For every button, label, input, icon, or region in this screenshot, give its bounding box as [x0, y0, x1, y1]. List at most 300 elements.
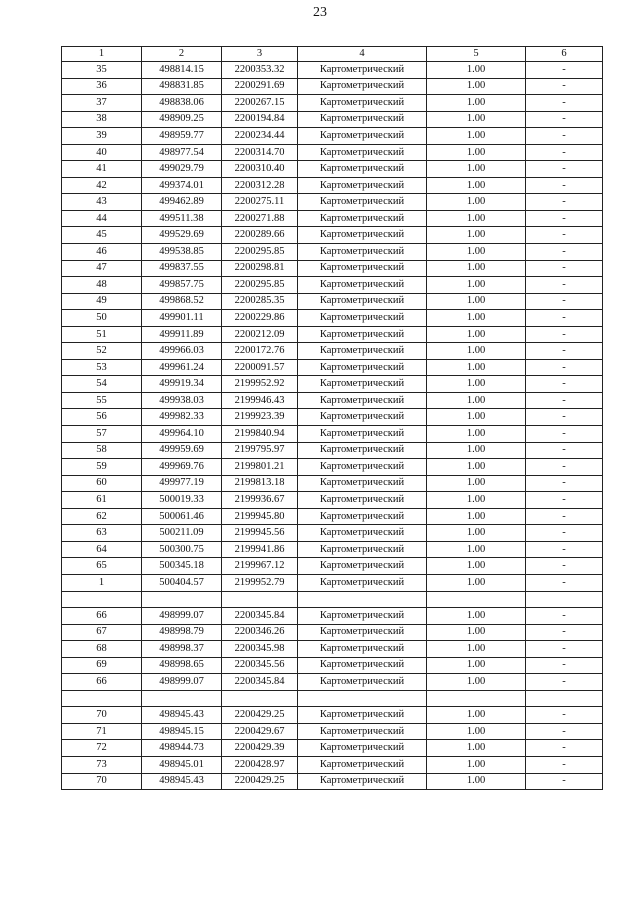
- table-cell-col-2: 499857.75: [142, 277, 222, 294]
- table-cell-col-2: 498944.73: [142, 740, 222, 757]
- table-cell-col-1: 70: [62, 773, 142, 790]
- table-cell-col-1: 51: [62, 326, 142, 343]
- table-cell-col-5: 1.00: [427, 260, 526, 277]
- table-cell-col-4: Картометрический: [298, 707, 427, 724]
- table-cell-col-2: 499911.89: [142, 326, 222, 343]
- table-cell-col-3: 2199936.67: [222, 492, 298, 509]
- table-cell-col-2: 498945.43: [142, 707, 222, 724]
- table-row: [62, 128, 603, 145]
- header-cell-col-5: 5: [427, 47, 526, 62]
- table-row: [62, 723, 603, 740]
- table-cell-col-1: 42: [62, 177, 142, 194]
- table-cell-col-2: 500300.75: [142, 541, 222, 558]
- table-cell-col-2: 498999.07: [142, 674, 222, 691]
- table-cell-col-2: 498909.25: [142, 111, 222, 128]
- table-cell-col-3: 2200172.76: [222, 343, 298, 360]
- table-cell-col-4: Картометрический: [298, 277, 427, 294]
- table-cell-col-5: 1.00: [427, 161, 526, 178]
- table-row: [62, 608, 603, 625]
- table-cell-col-4: Картометрический: [298, 343, 427, 360]
- table-row: [62, 78, 603, 95]
- table-cell-col-3: 2200194.84: [222, 111, 298, 128]
- table-cell-col-5: 1.00: [427, 111, 526, 128]
- table-cell-col-1: 43: [62, 194, 142, 211]
- table-cell-col-1: 58: [62, 442, 142, 459]
- table-cell-col-1: 66: [62, 608, 142, 625]
- table-cell-col-1: 54: [62, 376, 142, 393]
- table-cell-col-5: 1.00: [427, 392, 526, 409]
- table-cell-col-6: -: [526, 210, 603, 227]
- table-cell-col-6: -: [526, 459, 603, 476]
- table-cell-col-1: 62: [62, 508, 142, 525]
- table-cell-col-4: Картометрический: [298, 442, 427, 459]
- table-cell-col-5: 1.00: [427, 144, 526, 161]
- table-row: [62, 707, 603, 724]
- table-cell-col-5: 1.00: [427, 707, 526, 724]
- table-cell-col-6: -: [526, 409, 603, 426]
- table-cell-col-6: -: [526, 359, 603, 376]
- table-cell-col-5: 1.00: [427, 359, 526, 376]
- table-cell-col-1: 39: [62, 128, 142, 145]
- table-cell-col-3: 2200353.32: [222, 62, 298, 79]
- table-cell-col-2: 499977.19: [142, 475, 222, 492]
- table-cell-col-1: 70: [62, 707, 142, 724]
- table-cell-col-2: 499374.01: [142, 177, 222, 194]
- table-cell-col-4: Картометрический: [298, 376, 427, 393]
- table-row: [62, 210, 603, 227]
- table-cell-col-4: Картометрический: [298, 641, 427, 658]
- table-cell-col-2: [142, 591, 222, 608]
- table-cell-col-5: 1.00: [427, 657, 526, 674]
- table-cell-col-1: 50: [62, 310, 142, 327]
- table-row: [62, 574, 603, 591]
- table-cell-col-4: Картометрический: [298, 558, 427, 575]
- table-cell-col-3: 2200295.85: [222, 277, 298, 294]
- table-row: [62, 492, 603, 509]
- table-cell-col-4: Картометрический: [298, 95, 427, 112]
- table-cell-col-5: 1.00: [427, 624, 526, 641]
- table-cell-col-2: 499538.85: [142, 244, 222, 261]
- table-row: [62, 459, 603, 476]
- table-cell-col-2: 499969.76: [142, 459, 222, 476]
- table-cell-col-4: Картометрический: [298, 608, 427, 625]
- table-cell-col-4: [298, 591, 427, 608]
- table-cell-col-2: 498945.15: [142, 723, 222, 740]
- table-cell-col-6: -: [526, 244, 603, 261]
- table-cell-col-1: 69: [62, 657, 142, 674]
- table-cell-col-3: 2200314.70: [222, 144, 298, 161]
- table-cell-col-3: 2200345.98: [222, 641, 298, 658]
- table-cell-col-3: 2200345.84: [222, 608, 298, 625]
- table-cell-col-4: Картометрический: [298, 723, 427, 740]
- table-cell-col-1: 40: [62, 144, 142, 161]
- table-row: [62, 558, 603, 575]
- table-cell-col-4: Картометрический: [298, 409, 427, 426]
- table-cell-col-5: 1.00: [427, 574, 526, 591]
- table-cell-col-1: 71: [62, 723, 142, 740]
- table-cell-col-1: 66: [62, 674, 142, 691]
- table-cell-col-1: 59: [62, 459, 142, 476]
- table-row: [62, 624, 603, 641]
- table-cell-col-5: 1.00: [427, 326, 526, 343]
- table-cell-col-6: -: [526, 442, 603, 459]
- table-cell-col-2: 500061.46: [142, 508, 222, 525]
- table-cell-col-3: 2200267.15: [222, 95, 298, 112]
- table-cell-col-3: 2199840.94: [222, 426, 298, 443]
- table-cell-col-1: 68: [62, 641, 142, 658]
- table-cell-col-5: [427, 690, 526, 707]
- table-cell-col-3: 2200429.67: [222, 723, 298, 740]
- table-cell-col-4: Картометрический: [298, 657, 427, 674]
- table-row: [62, 62, 603, 79]
- table-cell-col-5: 1.00: [427, 95, 526, 112]
- table-cell-col-2: 498999.07: [142, 608, 222, 625]
- table-cell-col-1: 63: [62, 525, 142, 542]
- table-cell-col-6: -: [526, 508, 603, 525]
- table-cell-col-5: 1.00: [427, 62, 526, 79]
- table-cell-col-3: 2199952.79: [222, 574, 298, 591]
- table-cell-col-5: 1.00: [427, 459, 526, 476]
- table-row: [62, 541, 603, 558]
- table-cell-col-4: Картометрический: [298, 293, 427, 310]
- header-cell-col-1: 1: [62, 47, 142, 62]
- table-cell-col-5: 1.00: [427, 558, 526, 575]
- table-cell-col-3: 2200295.85: [222, 244, 298, 261]
- table-cell-col-1: 65: [62, 558, 142, 575]
- table-cell-col-6: -: [526, 608, 603, 625]
- table-cell-col-6: -: [526, 161, 603, 178]
- table-cell-col-5: 1.00: [427, 78, 526, 95]
- table-cell-col-5: 1.00: [427, 723, 526, 740]
- coordinates-table: [61, 46, 603, 790]
- table-cell-col-1: 57: [62, 426, 142, 443]
- table-cell-col-3: 2200229.86: [222, 310, 298, 327]
- table-row: [62, 508, 603, 525]
- table-cell-col-5: 1.00: [427, 277, 526, 294]
- table-cell-col-1: [62, 591, 142, 608]
- table-cell-col-1: 37: [62, 95, 142, 112]
- table-cell-col-4: Картометрический: [298, 62, 427, 79]
- header-cell-col-6: 6: [526, 47, 603, 62]
- table-row: [62, 343, 603, 360]
- table-cell-col-4: Картометрический: [298, 326, 427, 343]
- table-cell-col-4: Картометрический: [298, 574, 427, 591]
- table-cell-col-5: 1.00: [427, 244, 526, 261]
- table-cell-col-2: 499966.03: [142, 343, 222, 360]
- table-cell-col-5: 1.00: [427, 210, 526, 227]
- table-cell-col-2: 498998.79: [142, 624, 222, 641]
- table-row: [62, 277, 603, 294]
- table-cell-col-6: [526, 690, 603, 707]
- table-cell-col-6: -: [526, 624, 603, 641]
- table-cell-col-4: [298, 690, 427, 707]
- table-cell-col-6: -: [526, 293, 603, 310]
- table-cell-col-1: 48: [62, 277, 142, 294]
- table-cell-col-5: 1.00: [427, 177, 526, 194]
- header-cell-col-2: 2: [142, 47, 222, 62]
- table-cell-col-5: 1.00: [427, 492, 526, 509]
- table-row: [62, 359, 603, 376]
- header-cell-col-4: 4: [298, 47, 427, 62]
- header-cell-col-3: 3: [222, 47, 298, 62]
- table-cell-col-5: 1.00: [427, 128, 526, 145]
- table-cell-col-2: 498998.65: [142, 657, 222, 674]
- table-row: [62, 641, 603, 658]
- table-cell-col-6: -: [526, 641, 603, 658]
- table-cell-col-2: 498959.77: [142, 128, 222, 145]
- table-row: [62, 442, 603, 459]
- table-cell-col-2: 499982.33: [142, 409, 222, 426]
- table-cell-col-4: Картометрический: [298, 740, 427, 757]
- table-cell-col-1: 72: [62, 740, 142, 757]
- table-cell-col-4: Картометрический: [298, 310, 427, 327]
- table-cell-col-3: 2199801.21: [222, 459, 298, 476]
- table-cell-col-3: 2199923.39: [222, 409, 298, 426]
- table-cell-col-3: 2200091.57: [222, 359, 298, 376]
- table-cell-col-3: 2199952.92: [222, 376, 298, 393]
- table-cell-col-6: -: [526, 657, 603, 674]
- table-cell-col-3: 2200345.84: [222, 674, 298, 691]
- table-cell-col-4: Картометрический: [298, 392, 427, 409]
- table-cell-col-1: 67: [62, 624, 142, 641]
- table-cell-col-2: 499961.24: [142, 359, 222, 376]
- table-cell-col-6: -: [526, 492, 603, 509]
- table-cell-col-6: -: [526, 475, 603, 492]
- table-cell-col-5: 1.00: [427, 475, 526, 492]
- table-cell-col-3: 2200275.11: [222, 194, 298, 211]
- table-cell-col-2: 499901.11: [142, 310, 222, 327]
- table-row: [62, 657, 603, 674]
- table-cell-col-2: 499964.10: [142, 426, 222, 443]
- table-cell-col-6: -: [526, 525, 603, 542]
- table-cell-col-6: -: [526, 674, 603, 691]
- table-cell-col-1: 64: [62, 541, 142, 558]
- table-cell-col-5: 1.00: [427, 227, 526, 244]
- table-cell-col-6: -: [526, 277, 603, 294]
- table-cell-col-4: Картометрический: [298, 541, 427, 558]
- table-cell-col-5: [427, 591, 526, 608]
- table-cell-col-6: -: [526, 723, 603, 740]
- table-cell-col-6: -: [526, 144, 603, 161]
- table-row: [62, 409, 603, 426]
- table-cell-col-4: Картометрический: [298, 144, 427, 161]
- table-cell-col-4: Картометрический: [298, 674, 427, 691]
- table-cell-col-6: -: [526, 740, 603, 757]
- table-row: [62, 310, 603, 327]
- table-cell-col-5: 1.00: [427, 740, 526, 757]
- table-cell-col-3: 2200345.56: [222, 657, 298, 674]
- table-cell-col-5: 1.00: [427, 409, 526, 426]
- table-cell-col-4: Картометрический: [298, 210, 427, 227]
- table-cell-col-2: 499868.52: [142, 293, 222, 310]
- table-cell-col-4: Картометрический: [298, 111, 427, 128]
- table-cell-col-3: 2200429.39: [222, 740, 298, 757]
- table-cell-col-4: Картометрический: [298, 459, 427, 476]
- table-cell-col-3: 2199795.97: [222, 442, 298, 459]
- table-cell-col-4: Картометрический: [298, 128, 427, 145]
- table-cell-col-1: 61: [62, 492, 142, 509]
- table-cell-col-2: 498814.15: [142, 62, 222, 79]
- table-row: [62, 376, 603, 393]
- table-cell-col-2: 499529.69: [142, 227, 222, 244]
- table-cell-col-3: 2200429.25: [222, 773, 298, 790]
- table-cell-col-3: 2200312.28: [222, 177, 298, 194]
- table-cell-col-4: Картометрический: [298, 177, 427, 194]
- table-cell-col-3: 2200291.69: [222, 78, 298, 95]
- table-cell-col-3: 2200212.09: [222, 326, 298, 343]
- table-cell-col-4: Картометрический: [298, 492, 427, 509]
- table-cell-col-5: 1.00: [427, 310, 526, 327]
- table-cell-col-2: 499029.79: [142, 161, 222, 178]
- table-cell-col-6: -: [526, 111, 603, 128]
- table-cell-col-2: 499511.38: [142, 210, 222, 227]
- table-cell-col-1: 46: [62, 244, 142, 261]
- table-cell-col-6: -: [526, 128, 603, 145]
- table-cell-col-5: 1.00: [427, 525, 526, 542]
- table-row: [62, 293, 603, 310]
- table-cell-col-6: -: [526, 227, 603, 244]
- table-cell-col-4: Картометрический: [298, 260, 427, 277]
- table-cell-col-6: -: [526, 260, 603, 277]
- table-cell-col-3: 2200298.81: [222, 260, 298, 277]
- table-cell-col-4: Картометрический: [298, 78, 427, 95]
- table-cell-col-4: Картометрический: [298, 624, 427, 641]
- table-cell-col-6: -: [526, 707, 603, 724]
- table-cell-col-5: 1.00: [427, 442, 526, 459]
- table-cell-col-6: -: [526, 541, 603, 558]
- table-cell-col-4: Картометрический: [298, 773, 427, 790]
- table-cell-col-2: 499919.34: [142, 376, 222, 393]
- table-row: [62, 194, 603, 211]
- table-cell-col-1: 55: [62, 392, 142, 409]
- table-cell-col-2: 498945.43: [142, 773, 222, 790]
- table-row: [62, 227, 603, 244]
- table-row: [62, 525, 603, 542]
- table-cell-col-5: 1.00: [427, 194, 526, 211]
- table-cell-col-6: -: [526, 62, 603, 79]
- table-cell-col-1: 56: [62, 409, 142, 426]
- table-cell-col-1: 38: [62, 111, 142, 128]
- table-cell-col-4: Картометрический: [298, 756, 427, 773]
- table-cell-col-4: Картометрический: [298, 161, 427, 178]
- table-cell-col-5: 1.00: [427, 608, 526, 625]
- table-row: [62, 740, 603, 757]
- table-cell-col-6: -: [526, 558, 603, 575]
- table-row: [62, 260, 603, 277]
- table-cell-col-3: 2199941.86: [222, 541, 298, 558]
- table-row: [62, 773, 603, 790]
- table-cell-col-3: 2200285.35: [222, 293, 298, 310]
- table-body: [62, 47, 603, 790]
- table-cell-col-6: -: [526, 756, 603, 773]
- table-cell-col-3: 2199945.80: [222, 508, 298, 525]
- table-cell-col-3: 2199945.56: [222, 525, 298, 542]
- table-cell-col-5: 1.00: [427, 376, 526, 393]
- table-cell-col-4: Картометрический: [298, 508, 427, 525]
- table-cell-col-4: Картометрический: [298, 525, 427, 542]
- table-cell-col-1: 73: [62, 756, 142, 773]
- table-cell-col-1: 1: [62, 574, 142, 591]
- table-cell-col-1: 44: [62, 210, 142, 227]
- table-row: [62, 326, 603, 343]
- table-separator-row: [62, 591, 603, 608]
- table-cell-col-6: -: [526, 78, 603, 95]
- table-row: [62, 177, 603, 194]
- table-cell-col-1: 47: [62, 260, 142, 277]
- table-row: [62, 426, 603, 443]
- table-cell-col-6: [526, 591, 603, 608]
- table-row: [62, 111, 603, 128]
- table-cell-col-6: -: [526, 326, 603, 343]
- table-cell-col-5: 1.00: [427, 293, 526, 310]
- page-number: 23: [313, 5, 327, 20]
- table-cell-col-6: -: [526, 343, 603, 360]
- table-cell-col-2: 500019.33: [142, 492, 222, 509]
- table-cell-col-1: 49: [62, 293, 142, 310]
- table-cell-col-3: 2200289.66: [222, 227, 298, 244]
- table-cell-col-6: -: [526, 376, 603, 393]
- table-cell-col-5: 1.00: [427, 674, 526, 691]
- table-cell-col-6: -: [526, 177, 603, 194]
- table-cell-col-2: 499837.55: [142, 260, 222, 277]
- table-cell-col-2: 499938.03: [142, 392, 222, 409]
- table-cell-col-4: Картометрический: [298, 475, 427, 492]
- table-cell-col-1: 41: [62, 161, 142, 178]
- table-cell-col-2: [142, 690, 222, 707]
- table-cell-col-2: 500345.18: [142, 558, 222, 575]
- table-cell-col-5: 1.00: [427, 756, 526, 773]
- table-cell-col-4: Картометрический: [298, 426, 427, 443]
- table-row: [62, 674, 603, 691]
- table-cell-col-6: -: [526, 392, 603, 409]
- table-cell-col-4: Картометрический: [298, 244, 427, 261]
- table-row: [62, 144, 603, 161]
- table-cell-col-6: -: [526, 194, 603, 211]
- table-cell-col-6: -: [526, 574, 603, 591]
- table-cell-col-1: [62, 690, 142, 707]
- table-cell-col-4: Картометрический: [298, 227, 427, 244]
- table-cell-col-1: 60: [62, 475, 142, 492]
- table-row: [62, 95, 603, 112]
- table-cell-col-4: Картометрический: [298, 359, 427, 376]
- table-header-row: [62, 47, 603, 62]
- table-row: [62, 392, 603, 409]
- table-cell-col-2: 498831.85: [142, 78, 222, 95]
- table-cell-col-3: 2200271.88: [222, 210, 298, 227]
- table-cell-col-6: -: [526, 95, 603, 112]
- table-cell-col-5: 1.00: [427, 541, 526, 558]
- table-cell-col-6: -: [526, 773, 603, 790]
- table-cell-col-3: 2199967.12: [222, 558, 298, 575]
- table-cell-col-3: 2199813.18: [222, 475, 298, 492]
- table-cell-col-4: Картометрический: [298, 194, 427, 211]
- table-cell-col-5: 1.00: [427, 426, 526, 443]
- table-cell-col-1: 35: [62, 62, 142, 79]
- table-cell-col-2: 498998.37: [142, 641, 222, 658]
- table-cell-col-1: 52: [62, 343, 142, 360]
- table-cell-col-3: 2199946.43: [222, 392, 298, 409]
- table-cell-col-2: 500211.09: [142, 525, 222, 542]
- table-cell-col-2: 498945.01: [142, 756, 222, 773]
- table-cell-col-6: -: [526, 310, 603, 327]
- table-cell-col-3: 2200346.26: [222, 624, 298, 641]
- table-cell-col-6: -: [526, 426, 603, 443]
- table-cell-col-5: 1.00: [427, 773, 526, 790]
- table-cell-col-3: 2200234.44: [222, 128, 298, 145]
- table-cell-col-1: 45: [62, 227, 142, 244]
- table-cell-col-3: [222, 690, 298, 707]
- table-separator-row: [62, 690, 603, 707]
